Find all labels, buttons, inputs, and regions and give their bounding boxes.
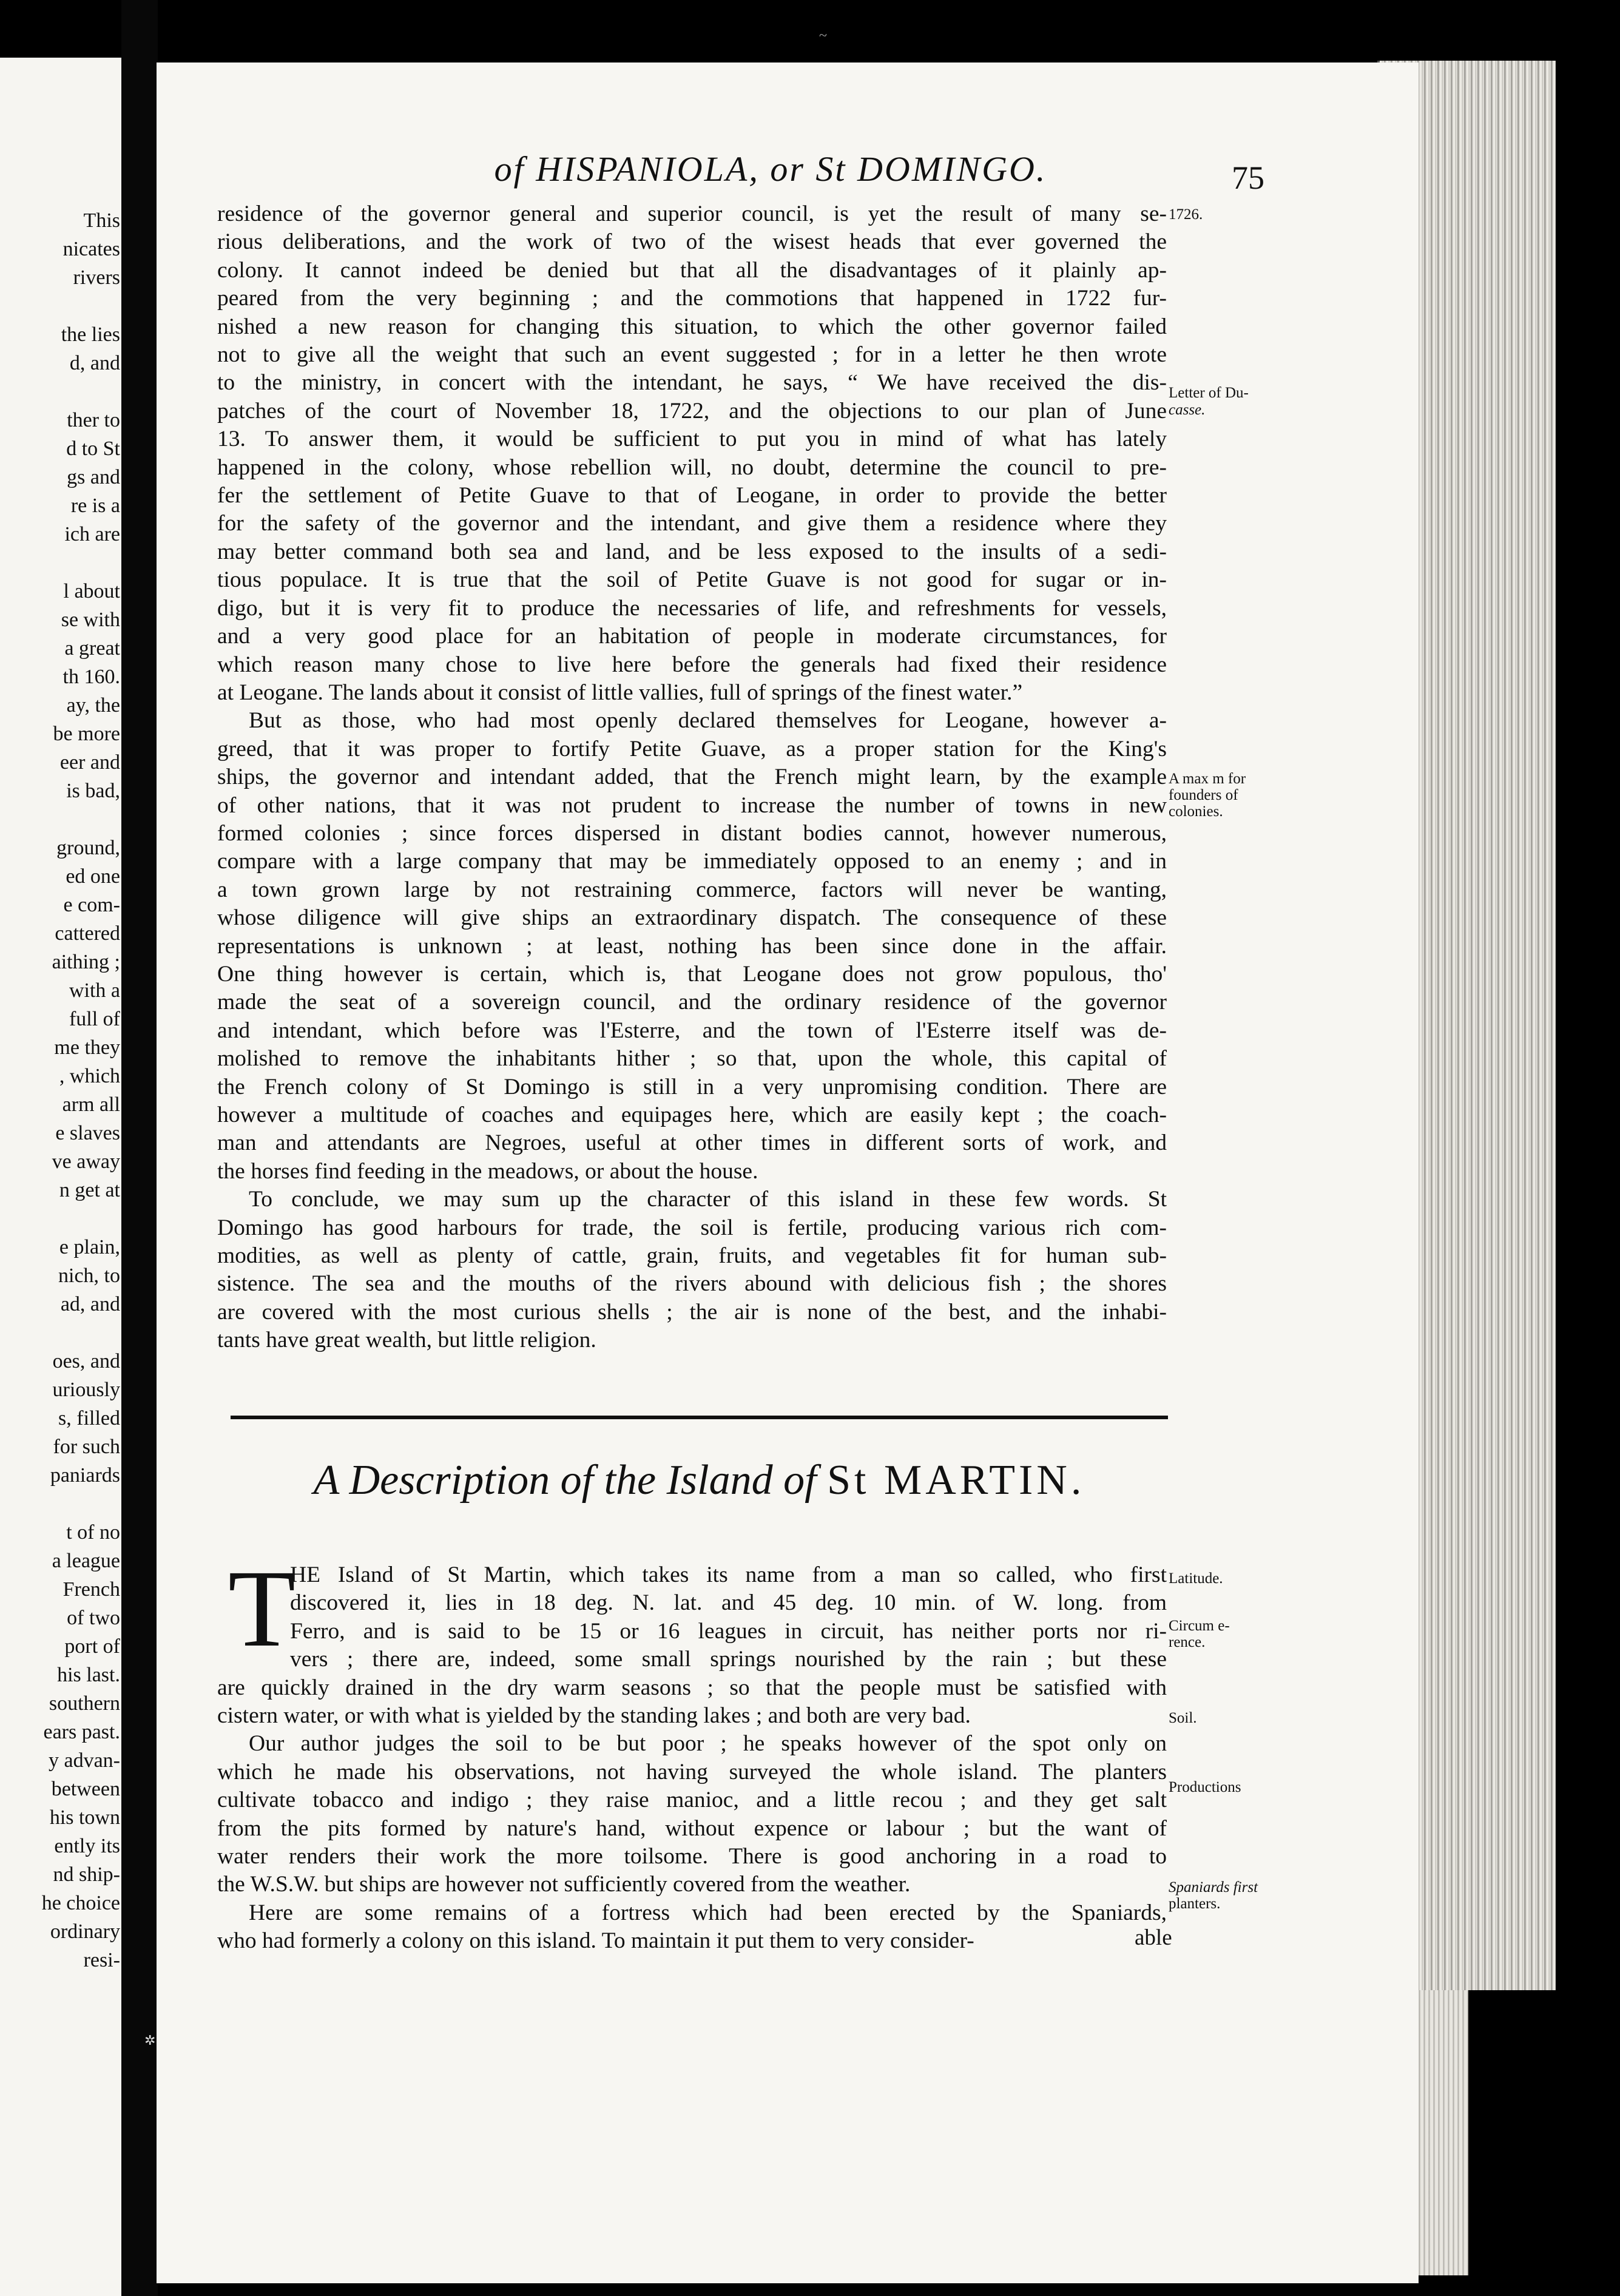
margin-note-latitude: Latitude.: [1169, 1570, 1223, 1587]
facing-page-fragment: ad, and: [60, 1293, 120, 1315]
text-line: Our author judges the soil to be but poor ; he speaks however of the spot only on: [249, 1731, 1167, 1757]
text-line: Domingo has good harbours for trade, the soil is fertile, producing various rich com-: [217, 1215, 1167, 1240]
facing-page-fragment: nicates: [62, 238, 120, 260]
facing-page-fragment: French: [62, 1578, 120, 1601]
text-line: patches of the court of November 18, 1722, and the objections to our plan of June: [217, 398, 1167, 424]
facing-page-fragment: is bad,: [66, 780, 120, 802]
text-line: ships, the governor and intendant added, that the French might learn, by the example: [217, 765, 1167, 790]
facing-page-fragment: ay, the: [66, 694, 120, 717]
facing-page-fragment: a league: [52, 1550, 120, 1572]
facing-page-fragment: his town: [49, 1806, 120, 1829]
facing-page-fragment: [0, 1319, 120, 1347]
facing-page-fragment: the lies: [61, 323, 120, 346]
text-line: not to give all the weight that such an event suggested ; for in a letter he then wrote: [217, 342, 1167, 368]
facing-page-fragment: [0, 805, 120, 834]
section-title: [231, 1456, 1168, 1505]
margin-note-maxim-2: founders of: [1169, 787, 1238, 803]
facing-page-fragment: port of: [64, 1635, 120, 1658]
text-line: modities, as well as plenty of cattle, grain, fruits, and vegetables fit for human sub-: [217, 1243, 1167, 1269]
book-gutter: [121, 0, 158, 2296]
facing-page-fragment: uriously: [52, 1379, 120, 1401]
facing-page-fragment: [0, 1204, 120, 1233]
library-stamp-mark: ✲: [144, 2033, 156, 2048]
facing-page-fragment: n get at: [59, 1179, 120, 1201]
text-line: at Leogane. The lands about it consist of little vallies, full of springs of the finest water.”: [217, 680, 1023, 705]
facing-page-fragment: with a: [69, 979, 120, 1002]
text-line: HE Island of St Martin, which takes its name from a man so called, who first: [290, 1562, 1167, 1587]
body-text-top: [217, 200, 1167, 1355]
margin-note-productions: Productions: [1169, 1779, 1241, 1795]
facing-page-fragment: ve away: [52, 1150, 120, 1173]
text-line: sistence. The sea and the mouths of the rivers abound with delicious fish ; the shores: [217, 1271, 1167, 1297]
section-rule: [231, 1416, 1168, 1419]
facing-page-fragment: full of: [69, 1008, 120, 1030]
facing-page-fragment: me they: [54, 1036, 120, 1059]
body-text-bottom: [217, 1548, 1167, 1956]
facing-page-fragment: between: [51, 1778, 120, 1800]
text-line: and intendant, which before was l'Esterre, and the town of l'Esterre itself was de-: [217, 1018, 1167, 1043]
facing-page-fragment: l about: [63, 580, 120, 603]
text-line: vers ; there are, indeed, some small springs nourished by the rain ; but these: [290, 1647, 1167, 1672]
facing-page-fragment: ed one: [66, 865, 120, 888]
text-line: happened in the colony, whose rebellion will, no doubt, determine the council to pre-: [217, 454, 1167, 480]
text-line: discovered it, lies in 18 deg. N. lat. and 45 deg. 10 min. of W. long. from: [290, 1590, 1167, 1616]
catchword: able: [1135, 1925, 1172, 1950]
facing-page-fragment: for such: [53, 1436, 120, 1458]
text-line: molished to remove the inhabitants hither ; so that, upon the whole, this capital of: [217, 1046, 1167, 1072]
facing-page-fragment: of two: [67, 1607, 120, 1629]
facing-page-fragment: nd ship-: [53, 1863, 120, 1886]
text-line: formed colonies ; since forces dispersed in distant bodies cannot, however numerous,: [217, 820, 1167, 846]
facing-page-fragment: [0, 292, 120, 320]
top-mark: ~: [819, 28, 827, 44]
facing-page-fragment: resi-: [83, 1949, 120, 1971]
text-line: cistern water, or with what is yielded by the standing lakes ; and both are very bad.: [217, 1703, 971, 1729]
text-line: the horses find feeding in the meadows, or about the house.: [217, 1158, 758, 1184]
margin-note-spaniards-2: planters.: [1169, 1896, 1221, 1912]
text-line: One thing however is certain, which is, that Leogane does not grow populous, tho': [217, 961, 1167, 987]
text-line: from the pits formed by nature's hand, without expence or labour ; but the want of: [217, 1815, 1167, 1841]
facing-page-fragment: e com-: [63, 894, 120, 916]
text-line: colony. It cannot indeed be denied but that all the disadvantages of it plainly ap-: [217, 257, 1167, 283]
facing-page-fragment: t of no: [66, 1521, 120, 1544]
text-line: peared from the very beginning ; and the commotions that happened in 1722 fur-: [217, 286, 1167, 311]
facing-page-fragment: nich, to: [58, 1264, 120, 1287]
facing-page-fragment: ich are: [64, 523, 120, 545]
text-line: which reason many chose to live here before the generals had fixed their residence: [217, 652, 1167, 677]
facing-page-text-fragments: [0, 206, 120, 1974]
facing-page-fragment: be more: [53, 723, 120, 745]
facing-page-fragment: arm all: [62, 1093, 120, 1116]
text-line: the W.S.W. but ships are however not sufficiently covered from the weather.: [217, 1872, 911, 1897]
margin-note-spaniards: Spaniards first: [1169, 1879, 1258, 1896]
text-line: digo, but it is very fit to produce the necessaries of life, and refreshments for vessels,: [217, 595, 1167, 621]
margin-note-year: 1726.: [1169, 206, 1203, 223]
text-line: however a multitude of coaches and equipages here, which are easily kept ; the coach-: [217, 1102, 1167, 1127]
facing-page-fragment: s, filled: [58, 1407, 120, 1430]
text-line: greed, that it was proper to fortify Petite Guave, as a proper station for the King's: [217, 736, 1167, 761]
text-line: rious deliberations, and the work of two of the wisest heads that ever governed the: [217, 229, 1167, 255]
facing-page-fragment: paniards: [50, 1464, 120, 1487]
text-line: cultivate tobacco and indigo ; they raise manioc, and a little recou ; and they get salt: [217, 1788, 1167, 1813]
text-line: residence of the governor general and superior council, is yet the result of many se-: [217, 201, 1167, 226]
facing-page-fragment: eer and: [59, 751, 120, 774]
text-line: and a very good place for an habitation of people in moderate circumstances, for: [217, 624, 1167, 649]
margin-note-maxim: A max m for: [1169, 771, 1246, 787]
running-head: of HISPANIOLA, or St DOMINGO.: [494, 149, 1047, 189]
text-line: To conclude, we may sum up the character of this island in these few words. St: [249, 1187, 1167, 1212]
text-line: for the safety of the governor and the intendant, and give them a residence where they: [217, 511, 1167, 536]
text-line: fer the settlement of Petite Guave to that of Leogane, in order to provide the better: [217, 483, 1167, 508]
facing-page-fragment: ther to: [67, 409, 120, 431]
text-line: nished a new reason for changing this situation, to which the other governor failed: [217, 314, 1167, 339]
text-line: the French colony of St Domingo is still in a very unpromising condition. There are: [217, 1074, 1167, 1099]
margin-note-letter-2: casse.: [1169, 402, 1206, 418]
facing-page: [0, 58, 121, 2296]
facing-page-fragment: he choice: [41, 1892, 120, 1914]
facing-page-fragment: southern: [49, 1692, 120, 1715]
facing-page-fragment: d, and: [69, 352, 120, 374]
section-title-upright: St MARTIN.: [827, 1457, 1085, 1504]
text-line: But as those, who had most openly declared themselves for Leogane, however a-: [249, 708, 1167, 734]
text-line: may better command both sea and land, and be less exposed to the insults of a sedi-: [217, 539, 1167, 564]
facing-page-fragment: cattered: [55, 922, 120, 945]
margin-note-circumference: Circum e-: [1169, 1618, 1230, 1634]
margin-note-soil: Soil.: [1169, 1710, 1197, 1726]
text-line: to the ministry, in concert with the intendant, he says, “ We have received the dis-: [217, 370, 1167, 396]
facing-page-fragment: re is a: [70, 495, 120, 517]
facing-page-fragment: [0, 377, 120, 406]
text-line: Here are some remains of a fortress which had been erected by the Spaniards,: [249, 1900, 1167, 1925]
text-line: made the seat of a sovereign council, and the ordinary residence of the governor: [217, 990, 1167, 1015]
text-line: of other nations, that it was not prudent to increase the number of towns in new: [217, 792, 1167, 818]
facing-page-fragment: gs and: [67, 466, 120, 488]
page-number: 75: [1232, 160, 1264, 196]
text-line: which he made his observations, not having surveyed the whole island. The planters: [217, 1759, 1167, 1784]
text-line: whose diligence will give ships an extraordinary dispatch. The consequence of these: [217, 905, 1167, 931]
text-line: water renders their work the more toilsome. There is good anchoring in a road to: [217, 1844, 1167, 1869]
facing-page-fragment: aithing ;: [52, 951, 120, 973]
facing-page-fragment: ears past.: [43, 1721, 120, 1743]
section-title-italic: A Description of the Island of: [313, 1457, 817, 1504]
facing-page-fragment: e plain,: [59, 1236, 120, 1258]
facing-page-fragment: ground,: [56, 837, 120, 859]
facing-page-fragment: This: [83, 209, 120, 232]
text-line: representations is unknown ; at least, nothing has been since done in the affair.: [217, 933, 1167, 959]
margin-note-letter: Letter of Du-: [1169, 385, 1249, 401]
margin-note-maxim-3: colonies.: [1169, 803, 1223, 820]
facing-page-fragment: ently its: [54, 1835, 120, 1857]
drop-capital: T: [228, 1548, 296, 1670]
facing-page-fragment: rivers: [73, 266, 120, 289]
facing-page-fragment: e slaves: [55, 1122, 120, 1144]
facing-page-fragment: [0, 1490, 120, 1518]
text-line: man and attendants are Negroes, useful at other times in different sorts of work, and: [217, 1130, 1167, 1156]
facing-page-fragment: [0, 549, 120, 577]
facing-page-fragment: se with: [61, 609, 120, 631]
facing-page-fragment: a great: [64, 637, 120, 660]
facing-page-fragment: his last.: [57, 1664, 120, 1686]
text-line: a town grown large by not restraining commerce, factors will never be wanting,: [217, 877, 1167, 902]
text-line: who had formerly a colony on this island. To maintain it put them to very consider-: [217, 1928, 974, 1954]
facing-page-fragment: y advan-: [48, 1749, 120, 1772]
text-line: are quickly drained in the dry warm seasons ; so that the people must be satisfied with: [217, 1675, 1167, 1700]
facing-page-fragment: oes, and: [52, 1350, 120, 1373]
margin-note-circumference-2: rence.: [1169, 1634, 1206, 1650]
text-line: Ferro, and is said to be 15 or 16 leagues in circuit, has neither ports nor ri-: [290, 1618, 1167, 1644]
facing-page-fragment: d to St: [66, 437, 120, 460]
facing-page-fragment: ordinary: [50, 1920, 120, 1943]
text-line: are covered with the most curious shells ; the air is none of the best, and the inhabi-: [217, 1299, 1167, 1325]
text-line: 13. To answer them, it would be sufficient to put you in mind of what has lately: [217, 427, 1167, 452]
facing-page-fragment: , which: [59, 1065, 120, 1087]
text-line: tious populace. It is true that the soil of Petite Guave is not good for sugar or in-: [217, 567, 1167, 593]
facing-page-fragment: th 160.: [62, 666, 120, 688]
text-line: compare with a large company that may be immediately opposed to an enemy ; and in: [217, 849, 1167, 874]
text-line: tants have great wealth, but little religion.: [217, 1328, 596, 1353]
